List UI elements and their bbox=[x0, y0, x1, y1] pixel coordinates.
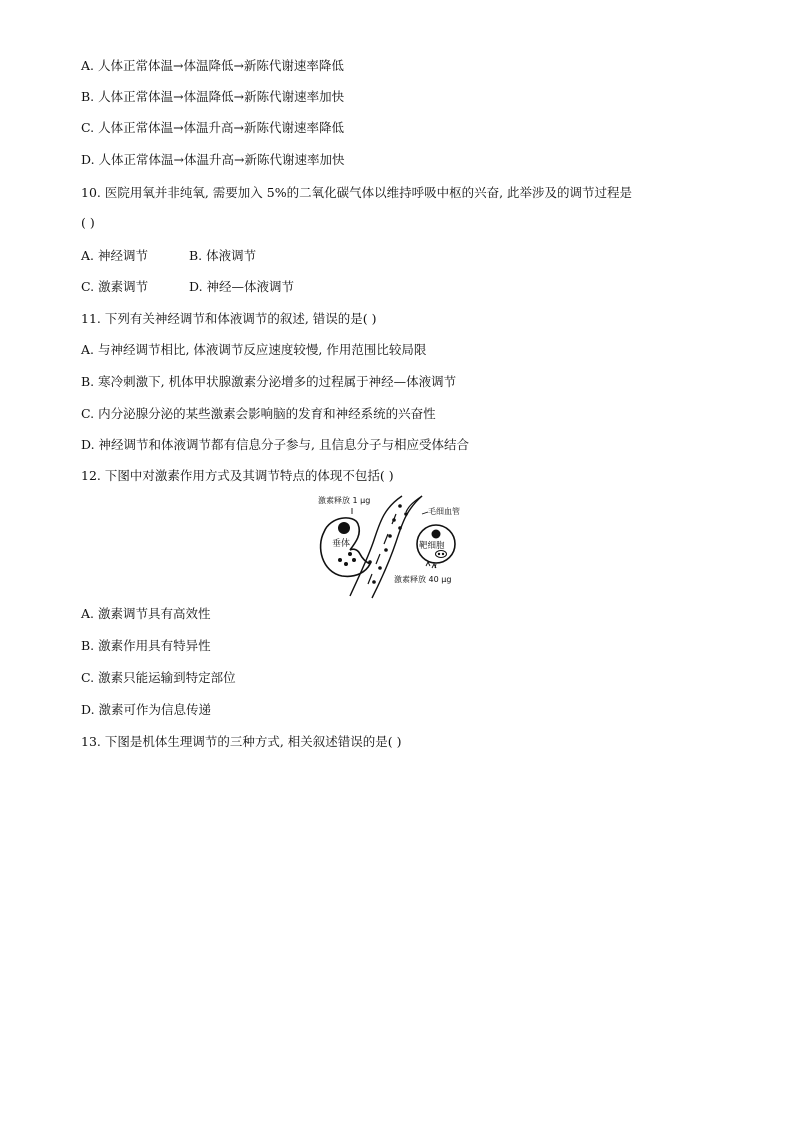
q10-stem: 10. 医院用氧并非纯氧, 需要加入 5%的二氧化碳气体以维持呼吸中枢的兴奋, 此举涉及的调节过程是 bbox=[81, 185, 633, 200]
q11-option-b: B. 寒冷刺激下, 机体甲状腺激素分泌增多的过程属于神经—体液调节 bbox=[81, 374, 457, 389]
q11-stem: 11. 下列有关神经调节和体液调节的叙述, 错误的是( ) bbox=[81, 311, 377, 326]
q12-option-c: C. 激素只能运输到特定部位 bbox=[81, 670, 236, 685]
hormone-diagram bbox=[310, 492, 490, 600]
target-cell-label: 靶细胞 bbox=[419, 541, 445, 551]
q10-options-row-2 bbox=[81, 279, 295, 295]
q10-answer-blank: ( ) bbox=[81, 215, 95, 230]
q9-option-d: D. 人体正常体温→体温升高→新陈代谢速率加快 bbox=[81, 152, 345, 167]
q10-option-a: A. 神经调节 bbox=[81, 248, 148, 263]
q10-option-d: D. 神经—体液调节 bbox=[189, 279, 295, 294]
q12-stem: 12. 下图中对激素作用方式及其调节特点的体现不包括( ) bbox=[81, 468, 394, 483]
target-nucleus bbox=[432, 530, 441, 539]
q10-option-c: C. 激素调节 bbox=[81, 279, 149, 294]
q9-option-c: C. 人体正常体温→体温升高→新陈代谢速率降低 bbox=[81, 120, 345, 135]
q12-option-a: A. 激素调节具有高效性 bbox=[81, 606, 211, 621]
q11-option-d: D. 神经调节和体液调节都有信息分子参与, 且信息分子与相应受体结合 bbox=[81, 437, 469, 452]
q13-stem: 13. 下图是机体生理调节的三种方式, 相关叙述错误的是( ) bbox=[81, 734, 402, 749]
label-capillary: 毛细血管 bbox=[428, 507, 460, 516]
q12-option-d: D. 激素可作为信息传递 bbox=[81, 702, 212, 717]
pituitary-label: 垂体 bbox=[332, 539, 351, 549]
q10-options-row-1 bbox=[81, 248, 257, 264]
label-release-1ug: 激素释放 1 μg bbox=[318, 496, 371, 505]
q9-option-a: A. 人体正常体温→体温降低→新陈代谢速率降低 bbox=[81, 58, 344, 73]
q11-option-a: A. 与神经调节相比, 体液调节反应速度较慢, 作用范围比较局限 bbox=[81, 342, 427, 357]
q10-option-b: B. 体液调节 bbox=[189, 248, 257, 263]
label-release-40ug: 激素释放 40 μg bbox=[394, 575, 452, 584]
q12-option-b: B. 激素作用具有特异性 bbox=[81, 638, 211, 653]
q9-option-b: B. 人体正常体温→体温降低→新陈代谢速率加快 bbox=[81, 89, 345, 104]
pituitary-nucleus bbox=[338, 522, 350, 534]
q11-option-c: C. 内分泌腺分泌的某些激素会影响脑的发育和神经系统的兴奋性 bbox=[81, 406, 436, 421]
